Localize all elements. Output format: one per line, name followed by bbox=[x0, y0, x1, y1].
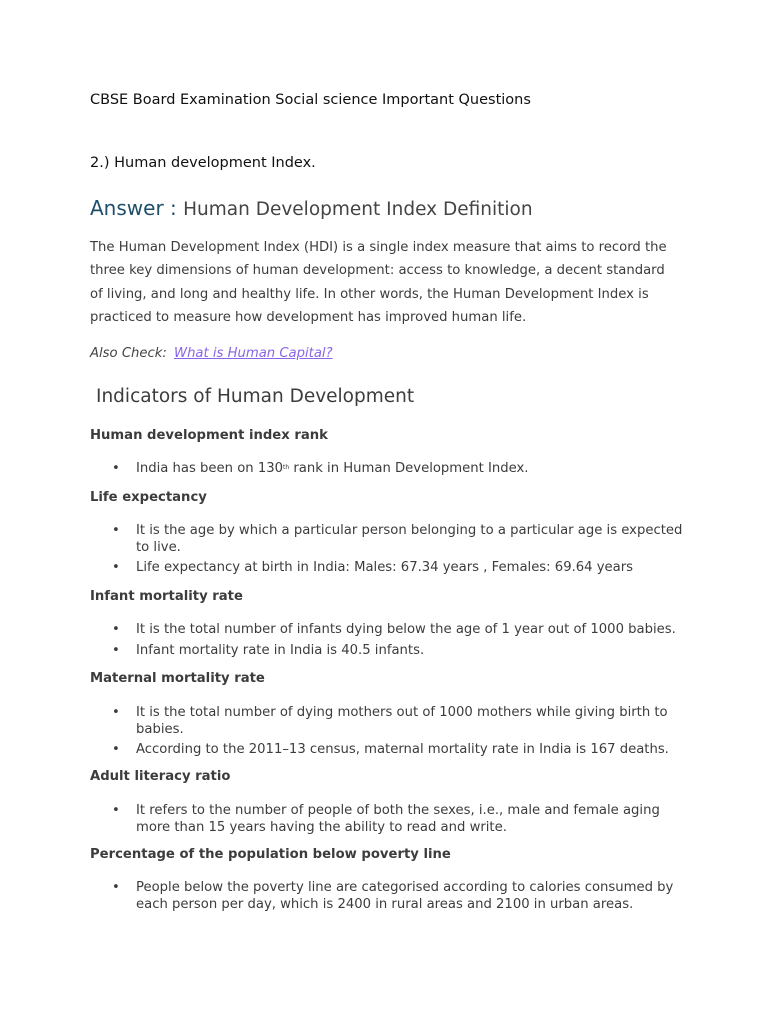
maternal-mortality-list bbox=[90, 705, 690, 763]
list-item: • It is the total number of dying mothers out of 1000 mothers while giving birth to babies. bbox=[90, 705, 690, 738]
life-expectancy-list bbox=[90, 523, 690, 581]
list-item-text: India has been on 130 bbox=[136, 461, 283, 476]
indicators-heading: Indicators of Human Development bbox=[96, 386, 415, 407]
hdi-rank-heading: Human development index rank bbox=[90, 428, 328, 443]
answer-separator: : bbox=[163, 196, 184, 220]
answer-heading bbox=[90, 196, 533, 220]
list-item bbox=[90, 461, 690, 478]
list-item: • People below the poverty line are categorised according to calories consumed by each person per day, which is 2400 in rural areas and 2100 in urban areas. bbox=[90, 880, 690, 913]
ordinal-suffix: th bbox=[283, 464, 290, 471]
list-item: • It is the age by which a particular person belonging to a particular age is expected to live. bbox=[90, 523, 690, 556]
life-expectancy-heading: Life expectancy bbox=[90, 490, 207, 505]
infant-mortality-heading: Infant mortality rate bbox=[90, 589, 243, 604]
list-item: • Life expectancy at birth in India: Males: 67.34 years , Females: 69.64 years bbox=[90, 560, 690, 577]
document-title: CBSE Board Examination Social science Important Questions bbox=[90, 92, 531, 108]
also-check bbox=[90, 346, 333, 361]
infant-mortality-list bbox=[90, 622, 690, 663]
answer-title: Human Development Index Definition bbox=[183, 199, 533, 220]
answer-label: Answer bbox=[90, 196, 164, 220]
adult-literacy-heading: Adult literacy ratio bbox=[90, 769, 231, 784]
adult-literacy-list bbox=[90, 803, 690, 840]
intro-paragraph: The Human Development Index (HDI) is a single index measure that aims to record the three key dimensions of human development: access to knowledge, a decent standard of living, and long and healthy life. In other words, the Human Development Index is practiced to measure how development has improved human life. bbox=[90, 240, 667, 325]
maternal-mortality-heading: Maternal mortality rate bbox=[90, 671, 265, 686]
human-capital-link[interactable]: What is Human Capital? bbox=[174, 346, 333, 361]
question-heading: 2.) Human development Index. bbox=[90, 155, 316, 171]
also-check-label: Also Check: bbox=[90, 346, 167, 361]
poverty-list bbox=[90, 880, 690, 917]
list-item: • It refers to the number of people of both the sexes, i.e., male and female aging more than 15 years having the ability to read and write. bbox=[90, 803, 690, 836]
list-item: • It is the total number of infants dying below the age of 1 year out of 1000 babies. bbox=[90, 622, 690, 639]
list-item: • Infant mortality rate in India is 40.5 infants. bbox=[90, 643, 690, 660]
list-item-text: rank in Human Development Index. bbox=[289, 461, 529, 476]
hdi-rank-list bbox=[90, 461, 690, 482]
poverty-heading: Percentage of the population below poverty line bbox=[90, 847, 451, 862]
list-item: • According to the 2011–13 census, maternal mortality rate in India is 167 deaths. bbox=[90, 742, 690, 759]
